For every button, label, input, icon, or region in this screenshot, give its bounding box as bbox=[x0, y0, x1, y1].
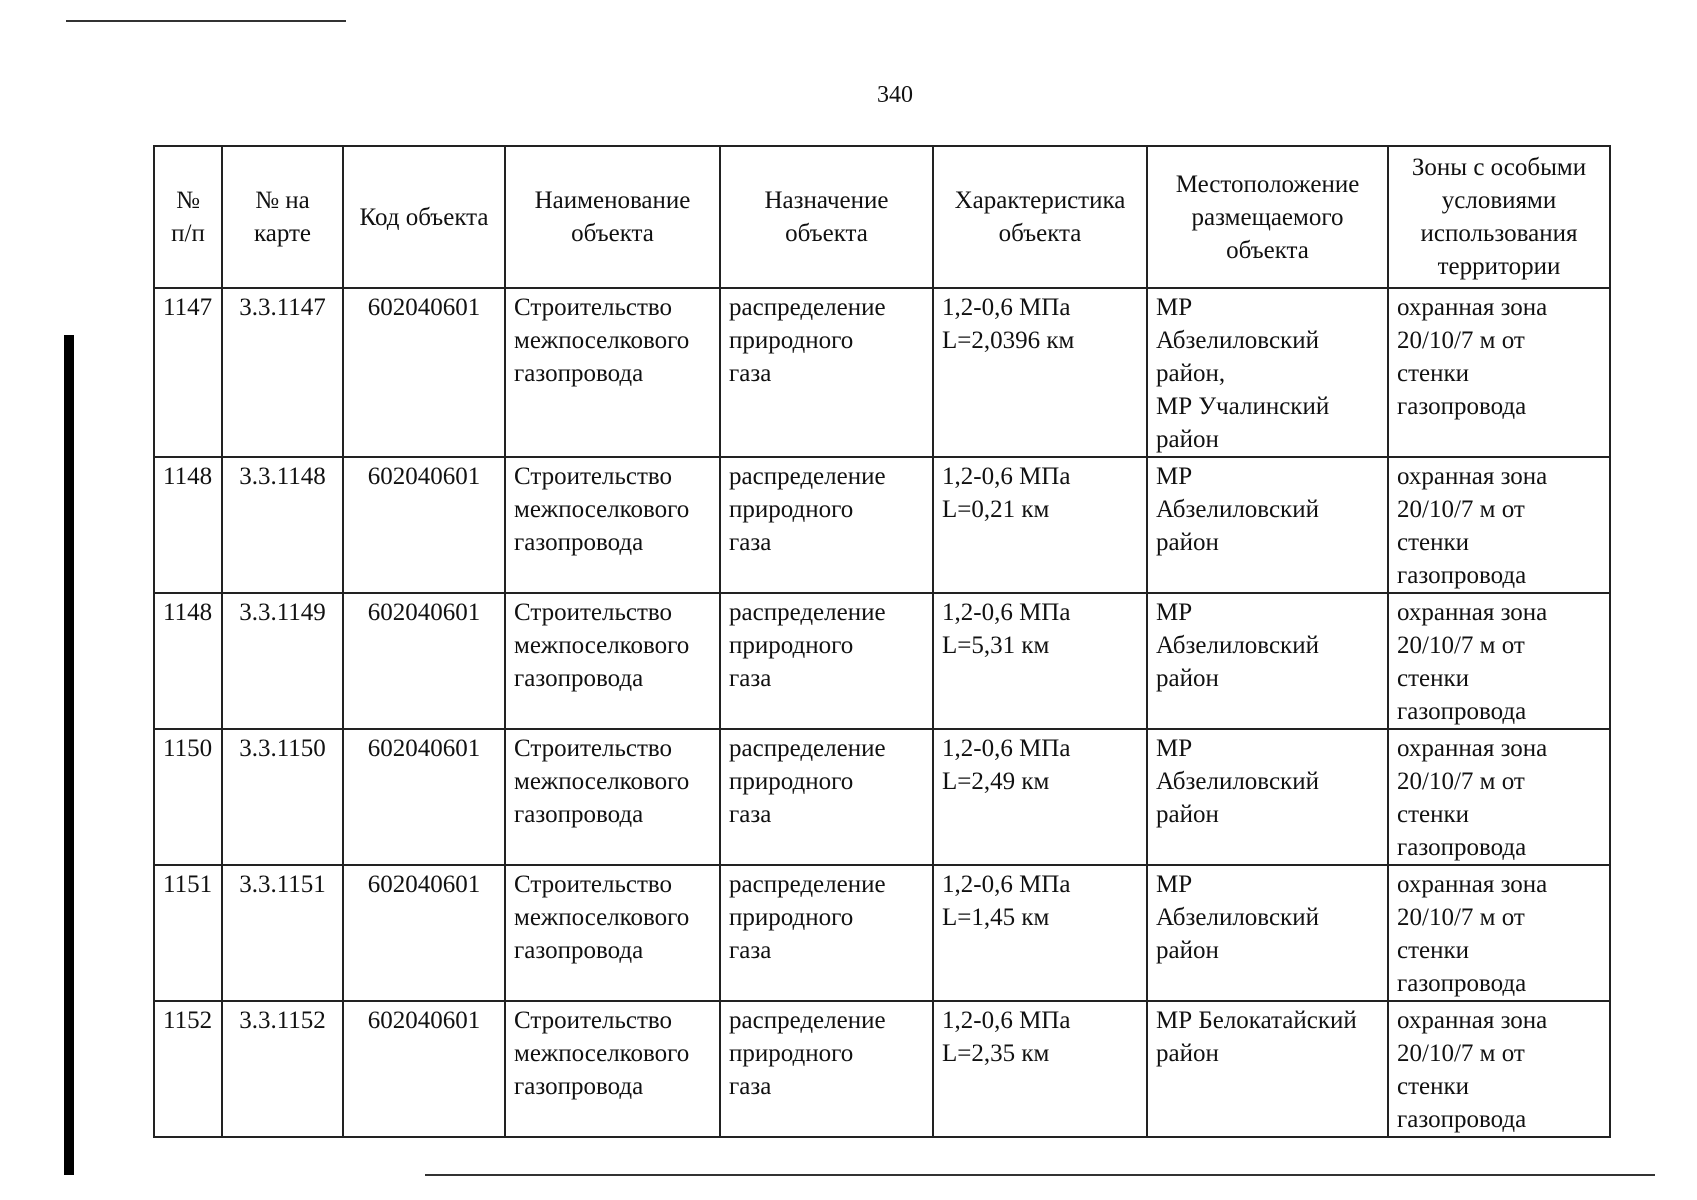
cell-map-number: 3.3.1149 bbox=[222, 593, 343, 729]
cell-line: 1,2-0,6 МПа bbox=[942, 463, 1071, 490]
cell-line: охранная зона bbox=[1397, 735, 1548, 762]
cell-line: территории bbox=[1437, 253, 1561, 280]
cell-object-purpose bbox=[720, 457, 933, 593]
cell-line: Абзелиловский bbox=[1156, 768, 1319, 795]
header-object-name bbox=[505, 146, 720, 288]
cell-line: стенки bbox=[1397, 360, 1470, 387]
cell-object-location bbox=[1147, 288, 1388, 457]
cell-line: распределение bbox=[729, 463, 886, 490]
cell-num: 1148 bbox=[154, 593, 222, 729]
cell-line: межпоселкового bbox=[514, 768, 690, 795]
cell-object-characteristics bbox=[933, 865, 1147, 1001]
cell-line: МР bbox=[1156, 599, 1193, 626]
cell-line: п/п bbox=[171, 220, 205, 247]
cell-line: район bbox=[1156, 529, 1219, 556]
scan-artifact-bottom-line bbox=[425, 1174, 1655, 1176]
cell-line: Строительство bbox=[514, 294, 673, 321]
cell-line: МР bbox=[1156, 735, 1193, 762]
cell-line: Назначение bbox=[764, 187, 889, 214]
cell-object-purpose bbox=[720, 288, 933, 457]
cell-object-code: 602040601 bbox=[343, 288, 505, 457]
cell-special-zones bbox=[1388, 865, 1610, 1001]
cell-line: район bbox=[1156, 801, 1219, 828]
cell-object-location bbox=[1147, 729, 1388, 865]
cell-line: 1,2-0,6 МПа bbox=[942, 871, 1071, 898]
cell-line: объекта bbox=[571, 220, 654, 247]
cell-object-purpose bbox=[720, 865, 933, 1001]
cell-line: Местоположение bbox=[1175, 170, 1360, 198]
cell-line: объекта bbox=[998, 220, 1082, 247]
cell-line: природного bbox=[729, 632, 854, 659]
cell-line: стенки bbox=[1397, 937, 1470, 964]
cell-line: газопровода bbox=[514, 665, 644, 692]
cell-line: 20/10/7 м от bbox=[1397, 1040, 1525, 1067]
table-row bbox=[154, 593, 1610, 729]
objects-table bbox=[153, 145, 1611, 1138]
cell-line: L=2,35 км bbox=[942, 1040, 1050, 1067]
cell-line: стенки bbox=[1397, 801, 1470, 828]
cell-special-zones bbox=[1388, 593, 1610, 729]
cell-line: распределение bbox=[729, 599, 886, 626]
cell-num: 1148 bbox=[154, 457, 222, 593]
cell-object-code: 602040601 bbox=[343, 1001, 505, 1137]
cell-line: район bbox=[1156, 1040, 1219, 1067]
cell-line: район bbox=[1156, 426, 1219, 453]
cell-line: природного bbox=[729, 904, 854, 931]
cell-line: охранная зона bbox=[1397, 871, 1548, 898]
cell-object-name bbox=[505, 729, 720, 865]
table-row bbox=[154, 1001, 1610, 1137]
cell-line: МР bbox=[1156, 871, 1193, 898]
cell-object-code: 602040601 bbox=[343, 865, 505, 1001]
cell-line: газопровода bbox=[1397, 970, 1527, 997]
cell-line: условиями bbox=[1441, 187, 1557, 214]
cell-special-zones bbox=[1388, 457, 1610, 593]
cell-line: газопровода bbox=[1397, 1106, 1527, 1133]
cell-map-number: 3.3.1148 bbox=[222, 457, 343, 593]
cell-object-location bbox=[1147, 865, 1388, 1001]
cell-object-location bbox=[1147, 1001, 1388, 1137]
cell-object-name bbox=[505, 1001, 720, 1137]
cell-line: Строительство bbox=[514, 599, 673, 626]
cell-line: Абзелиловский bbox=[1156, 496, 1319, 523]
cell-object-name bbox=[505, 593, 720, 729]
cell-map-number: 3.3.1147 bbox=[222, 288, 343, 457]
cell-object-characteristics bbox=[933, 1001, 1147, 1137]
cell-line: 20/10/7 м от bbox=[1397, 768, 1525, 795]
header-object-location bbox=[1147, 146, 1388, 288]
cell-line: Строительство bbox=[514, 735, 673, 762]
cell-map-number: 3.3.1152 bbox=[222, 1001, 343, 1137]
cell-line: карте bbox=[253, 220, 312, 247]
cell-line: № bbox=[176, 187, 200, 214]
cell-line: газа bbox=[729, 529, 772, 556]
scan-artifact-left-bar bbox=[64, 335, 74, 1175]
cell-line: газопровода bbox=[514, 937, 644, 964]
cell-object-code: 602040601 bbox=[343, 457, 505, 593]
header-special-zones bbox=[1388, 146, 1610, 288]
cell-special-zones bbox=[1388, 288, 1610, 457]
cell-line: Абзелиловский bbox=[1156, 327, 1319, 354]
cell-object-location bbox=[1147, 593, 1388, 729]
cell-map-number: 3.3.1150 bbox=[222, 729, 343, 865]
cell-line: Код объекта bbox=[359, 203, 489, 231]
cell-line: межпоселкового bbox=[514, 327, 690, 354]
cell-map-number: 3.3.1151 bbox=[222, 865, 343, 1001]
cell-line: МР bbox=[1156, 463, 1193, 490]
table-body bbox=[154, 288, 1610, 1137]
cell-line: размещаемого bbox=[1191, 203, 1344, 231]
cell-object-purpose bbox=[720, 1001, 933, 1137]
cell-line: межпоселкового bbox=[514, 904, 690, 931]
cell-object-characteristics bbox=[933, 288, 1147, 457]
scan-artifact-top-line bbox=[66, 20, 346, 22]
cell-num: 1147 bbox=[154, 288, 222, 457]
cell-line: Строительство bbox=[514, 463, 673, 490]
cell-line: стенки bbox=[1397, 1073, 1470, 1100]
cell-line: L=2,49 км bbox=[942, 768, 1050, 795]
cell-line: Наименование bbox=[534, 187, 691, 214]
cell-line: 1,2-0,6 МПа bbox=[942, 1007, 1071, 1034]
cell-line: L=5,31 км bbox=[942, 632, 1050, 659]
cell-line: межпоселкового bbox=[514, 496, 690, 523]
cell-line: газопровода bbox=[1397, 562, 1527, 589]
cell-line: газа bbox=[729, 665, 772, 692]
cell-line: Характеристика bbox=[954, 187, 1126, 214]
cell-line: МР bbox=[1156, 294, 1193, 321]
header-object-code bbox=[343, 146, 505, 288]
cell-line: 20/10/7 м от bbox=[1397, 496, 1525, 523]
cell-line: распределение bbox=[729, 294, 886, 321]
cell-object-characteristics bbox=[933, 457, 1147, 593]
cell-line: газопровода bbox=[1397, 393, 1527, 420]
cell-num: 1150 bbox=[154, 729, 222, 865]
cell-object-name bbox=[505, 457, 720, 593]
cell-line: Строительство bbox=[514, 871, 673, 898]
header-num bbox=[154, 146, 222, 288]
cell-special-zones bbox=[1388, 729, 1610, 865]
cell-line: стенки bbox=[1397, 529, 1470, 556]
table-row bbox=[154, 729, 1610, 865]
cell-line: природного bbox=[729, 1040, 854, 1067]
cell-line: район bbox=[1156, 937, 1219, 964]
cell-line: 20/10/7 м от bbox=[1397, 327, 1525, 354]
header-map-number bbox=[222, 146, 343, 288]
cell-line: газа bbox=[729, 801, 772, 828]
cell-line: межпоселкового bbox=[514, 1040, 690, 1067]
cell-line: 20/10/7 м от bbox=[1397, 632, 1525, 659]
cell-num: 1152 bbox=[154, 1001, 222, 1137]
cell-line: охранная зона bbox=[1397, 294, 1548, 321]
cell-line: 1,2-0,6 МПа bbox=[942, 735, 1071, 762]
table-row bbox=[154, 457, 1610, 593]
cell-num: 1151 bbox=[154, 865, 222, 1001]
table-row bbox=[154, 288, 1610, 457]
cell-line: газопровода bbox=[514, 360, 644, 387]
cell-line: природного bbox=[729, 496, 854, 523]
cell-line: Абзелиловский bbox=[1156, 632, 1319, 659]
cell-line: район, bbox=[1156, 360, 1226, 387]
cell-line: 1,2-0,6 МПа bbox=[942, 294, 1071, 321]
cell-object-purpose bbox=[720, 729, 933, 865]
cell-line: газопровода bbox=[514, 1073, 644, 1100]
cell-line: газа bbox=[729, 1073, 772, 1100]
cell-line: МР Учалинский bbox=[1156, 393, 1330, 420]
cell-special-zones bbox=[1388, 1001, 1610, 1137]
cell-line: использования bbox=[1420, 220, 1578, 247]
cell-line: объекта bbox=[785, 220, 868, 247]
header-object-purpose bbox=[720, 146, 933, 288]
cell-object-location bbox=[1147, 457, 1388, 593]
cell-object-characteristics bbox=[933, 593, 1147, 729]
header-object-characteristics bbox=[933, 146, 1147, 288]
cell-line: 20/10/7 м от bbox=[1397, 904, 1525, 931]
cell-line: охранная зона bbox=[1397, 463, 1548, 490]
cell-object-name bbox=[505, 865, 720, 1001]
cell-line: охранная зона bbox=[1397, 1007, 1548, 1034]
cell-line: распределение bbox=[729, 1007, 886, 1034]
cell-line: 1,2-0,6 МПа bbox=[942, 599, 1071, 626]
cell-line: газопровода bbox=[514, 529, 644, 556]
cell-line: межпоселкового bbox=[514, 632, 690, 659]
cell-object-code: 602040601 bbox=[343, 729, 505, 865]
cell-line: L=1,45 км bbox=[942, 904, 1050, 931]
cell-line: охранная зона bbox=[1397, 599, 1548, 626]
cell-line: распределение bbox=[729, 871, 886, 898]
cell-line: газа bbox=[729, 937, 772, 964]
cell-line: Зоны с особыми bbox=[1411, 154, 1587, 181]
cell-line: № на bbox=[255, 187, 310, 214]
cell-object-characteristics bbox=[933, 729, 1147, 865]
page-number: 340 bbox=[877, 82, 913, 108]
cell-line: природного bbox=[729, 327, 854, 354]
cell-line: стенки bbox=[1397, 665, 1470, 692]
cell-line: L=2,0396 км bbox=[942, 327, 1075, 354]
cell-line: Строительство bbox=[514, 1007, 673, 1034]
table-row bbox=[154, 865, 1610, 1001]
cell-object-name bbox=[505, 288, 720, 457]
cell-line: газопровода bbox=[1397, 834, 1527, 861]
cell-line: газопровода bbox=[514, 801, 644, 828]
cell-line: L=0,21 км bbox=[942, 496, 1050, 523]
cell-line: Абзелиловский bbox=[1156, 904, 1319, 931]
cell-line: объекта bbox=[1226, 236, 1309, 264]
table-header-row bbox=[154, 146, 1610, 288]
cell-line: район bbox=[1156, 665, 1219, 692]
cell-line: газа bbox=[729, 360, 772, 387]
cell-line: природного bbox=[729, 768, 854, 795]
cell-line: распределение bbox=[729, 735, 886, 762]
cell-object-purpose bbox=[720, 593, 933, 729]
cell-object-code: 602040601 bbox=[343, 593, 505, 729]
cell-line: МР Белокатайский bbox=[1156, 1007, 1357, 1034]
cell-line: газопровода bbox=[1397, 698, 1527, 725]
